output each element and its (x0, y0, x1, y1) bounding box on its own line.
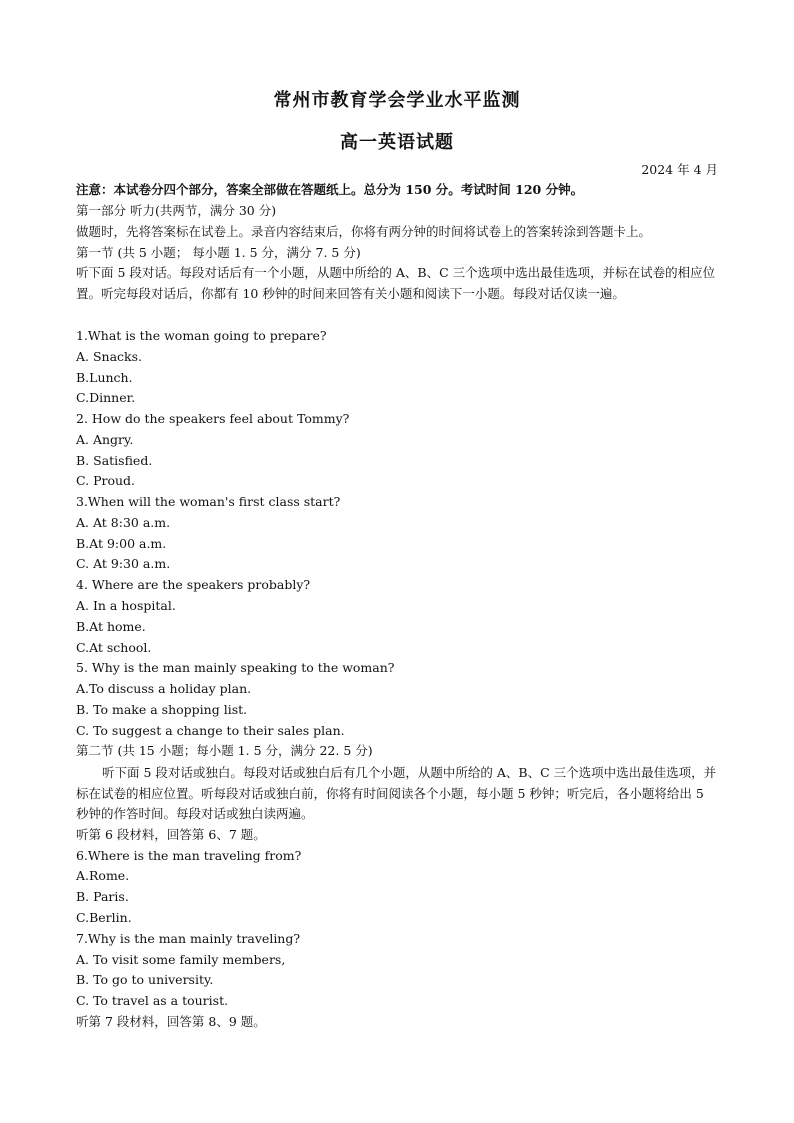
material-6-label: 听第 6 段材料，回答第 6、7 题。 (76, 827, 266, 842)
exam-date: 2024 年 4 月 (641, 162, 718, 177)
q5-option-b: B. To make a shopping list. (76, 702, 248, 717)
section2-instruction: 听下面 5 段对话或独白。每段对话或独白后有几个小题，从题中所给的 A、B、C 三个选项中选出最佳选项，并标在试卷的相应位置。听每段对话或独白前，你将有时间阅读各个小题，每小题 5 秒钟；听完后，各小题将给出 5 秒钟的作答时间。每段对话或独白读两遍。 (76, 765, 717, 821)
question-4: 4. Where are the speakers probably? (76, 577, 311, 592)
q5-option-c: C. To suggest a change to their sales plan. (76, 723, 345, 738)
q5-option-a: A.To discuss a holiday plan. (76, 681, 252, 696)
q1-option-a: A. Snacks. (76, 349, 143, 364)
q1-option-c: C.Dinner. (76, 390, 136, 405)
part1-instruction: 做题时，先将答案标在试卷上。录音内容结束后，你将有两分钟的时间将试卷上的答案转涂到答题卡上。 (76, 224, 652, 239)
material-7-label: 听第 7 段材料，回答第 8、9 题。 (76, 1014, 266, 1029)
question-6: 6.Where is the man traveling from? (76, 848, 302, 863)
section1-instruction: 听下面 5 段对话。每段对话后有一个小题，从题中所给的 A、B、C 三个选项中选出最佳选项，并标在试卷的相应位置。听完每段对话后，你都有 10 秒钟的时间来回答有关小题和阅读下一小题。每段对话仅读一遍。 (76, 265, 716, 301)
q4-option-a: A. In a hospital. (76, 598, 176, 613)
q6-option-a: A.Rome. (76, 868, 130, 883)
question-5: 5. Why is the man mainly speaking to the woman? (76, 660, 395, 675)
part1-heading: 第一部分 听力(共两节，满分 30 分) (76, 203, 277, 218)
q3-option-a: A. At 8:30 a.m. (76, 515, 171, 530)
question-3: 3.When will the woman's first class start? (76, 494, 341, 509)
q4-option-c: C.At school. (76, 640, 152, 655)
exam-title: 常州市教育学会学业水平监测 (273, 90, 521, 111)
q6-option-c: C.Berlin. (76, 910, 132, 925)
q2-option-c: C. Proud. (76, 473, 136, 488)
q2-option-a: A. Angry. (76, 432, 134, 447)
q3-option-c: C. At 9:30 a.m. (76, 556, 171, 571)
q7-option-a: A. To visit some family members, (76, 952, 286, 967)
q6-option-b: B. Paris. (76, 889, 129, 904)
q3-option-b: B.At 9:00 a.m. (76, 536, 167, 551)
q4-option-b: B.At home. (76, 619, 146, 634)
section1-heading: 第一节 (共 5 小题； 每小题 1. 5 分，满分 7. 5 分) (76, 245, 361, 260)
section2-heading: 第二节 (共 15 小题；每小题 1. 5 分，满分 22. 5 分) (76, 743, 373, 758)
exam-subtitle: 高一英语试题 (340, 132, 454, 153)
question-1: 1.What is the woman going to prepare? (76, 328, 327, 343)
notice: 注意：本试卷分四个部分，答案全部做在答题纸上。总分为 150 分。考试时间 120 分钟。 (76, 182, 584, 197)
q2-option-b: B. Satisfied. (76, 453, 153, 468)
q1-option-b: B.Lunch. (76, 370, 133, 385)
question-7: 7.Why is the man mainly traveling? (76, 931, 301, 946)
question-2: 2. How do the speakers feel about Tommy? (76, 411, 350, 426)
q7-option-b: B. To go to university. (76, 972, 214, 987)
q7-option-c: C. To travel as a tourist. (76, 993, 229, 1008)
